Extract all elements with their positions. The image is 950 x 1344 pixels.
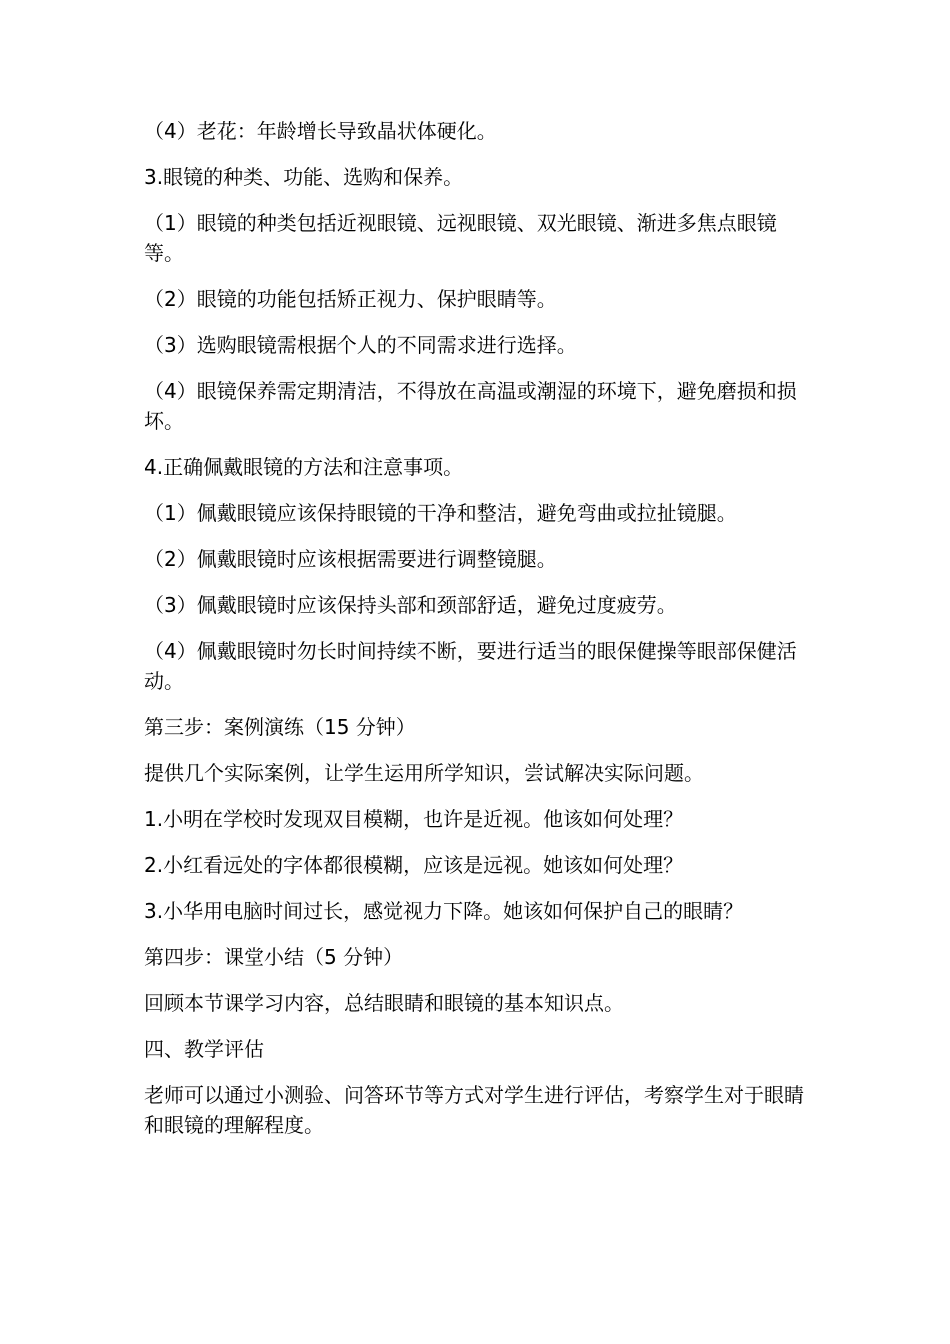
- paragraph-glasses-care: （4）眼镜保养需定期清洁，不得放在高温或潮湿的环境下，避免磨损和损坏。: [144, 379, 797, 433]
- heading-evaluation: 四、教学评估: [144, 1037, 264, 1061]
- paragraph-summary: 回顾本节课学习内容，总结眼睛和眼镜的基本知识点。: [144, 991, 624, 1015]
- heading-step-four: 第四步：课堂小结（5 分钟）: [144, 945, 404, 969]
- paragraph-glasses-selection: （3）选购眼镜需根据个人的不同需求进行选择。: [144, 333, 577, 357]
- paragraph-wearing-adjust: （2）佩戴眼镜时应该根据需要进行调整镜腿。: [144, 547, 557, 571]
- paragraph-presbyopia: （4）老花：年龄增长导致晶状体硬化。: [144, 119, 497, 143]
- paragraph-evaluation: 老师可以通过小测验、问答环节等方式对学生进行评估，考察学生对于眼睛和眼镜的理解程度。: [144, 1083, 804, 1137]
- heading-step-three: 第三步：案例演练（15 分钟）: [144, 715, 416, 739]
- list-item-case-2: 2.小红看远处的字体都很模糊，应该是远视。她该如何处理？: [144, 853, 684, 877]
- list-item-case-1: 1.小明在学校时发现双目模糊，也许是近视。他该如何处理？: [144, 807, 684, 831]
- paragraph-case-intro: 提供几个实际案例，让学生运用所学知识，尝试解决实际问题。: [144, 761, 704, 785]
- paragraph-wearing-clean: （1）佩戴眼镜应该保持眼镜的干净和整洁，避免弯曲或拉扯镜腿。: [144, 501, 737, 525]
- heading-wearing-glasses: 4.正确佩戴眼镜的方法和注意事项。: [144, 455, 464, 479]
- document-body: [144, 116, 816, 1156]
- list-item-case-3: 3.小华用电脑时间过长，感觉视力下降。她该如何保护自己的眼睛？: [144, 899, 744, 923]
- paragraph-glasses-function: （2）眼镜的功能包括矫正视力、保护眼睛等。: [144, 287, 557, 311]
- paragraph-wearing-rest: （4）佩戴眼镜时勿长时间持续不断，要进行适当的眼保健操等眼部保健活动。: [144, 639, 797, 693]
- paragraph-glasses-kinds: （1）眼镜的种类包括近视眼镜、远视眼镜、双光眼镜、渐进多焦点眼镜等。: [144, 211, 777, 265]
- heading-glasses-types: 3.眼镜的种类、功能、选购和保养。: [144, 165, 464, 189]
- paragraph-wearing-comfort: （3）佩戴眼镜时应该保持头部和颈部舒适，避免过度疲劳。: [144, 593, 677, 617]
